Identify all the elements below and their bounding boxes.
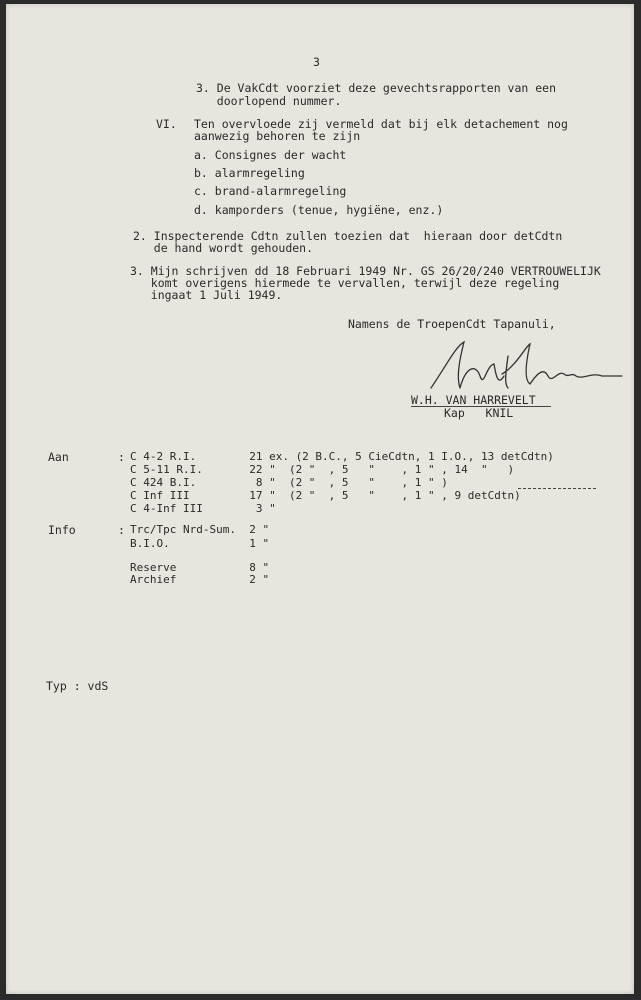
info-row-1: Trc/Tpc Nrd-Sum. 2 " [130,523,270,536]
archief-row: Archief 2 " [130,573,270,586]
handwritten-signature [426,336,626,396]
list-item-d: d. kamporders (tenue, hygiëne, enz.) [194,203,444,217]
para-3-line-2: komt overigens hiermede te vervallen, terwijl deze regeling [130,276,560,290]
para-2-line-1: 2. Inspecterende Cdtn zullen toezien dat hieraan door detCdtn [133,229,563,243]
section-vi-line-1: Ten overvloede zij vermeld dat bij elk detachement nog [194,117,568,131]
signer-name: W.H. VAN HARREVELT [411,393,536,407]
aan-row-3: C 424 B.I. 8 " (2 " , 5 " , 1 " ) [130,476,448,489]
page-number: 3 [313,55,320,69]
aan-row-1: C 4-2 R.I. 21 ex. (2 B.C., 5 CieCdtn, 1 I.O., 13 detCdtn) [130,450,554,463]
item-3-line-1: 3. De VakCdt voorziet deze gevechtsrapporten van een [196,81,557,95]
list-item-a: a. Consignes der wacht [194,148,347,162]
aan-row-4: C Inf III 17 " (2 " , 5 " , 1 " , 9 detCdtn) [130,489,521,502]
item-3-line-2: doorlopend nummer. [196,94,342,108]
para-2-line-2: de hand wordt gehouden. [133,241,314,255]
reserve-row: Reserve 8 " [130,561,270,574]
aan-label: Aan [48,450,69,464]
para-3-line-3: ingaat 1 Juli 1949. [130,288,283,302]
info-colon: : [118,523,125,537]
aan-colon: : [118,450,125,464]
info-label: Info [48,523,76,537]
section-vi-line-2: aanwezig behoren te zijn [194,129,361,143]
dashed-line [518,488,596,489]
document-page [6,4,634,994]
aan-row-2: C 5-11 R.I. 22 " (2 " , 5 " , 1 " , 14 " ) [130,463,515,476]
para-3-line-1: 3. Mijn schrijven dd 18 Februari 1949 Nr. GS 26/20/240 VERTROUWELIJK [130,264,601,278]
list-item-b: b. alarmregeling [194,166,305,180]
typist-initials: Typ : vdS [46,679,109,693]
section-vi-label: VI. [156,117,177,131]
signoff: Namens de TroepenCdt Tapanuli, [348,317,556,331]
aan-row-5: C 4-Inf III 3 " [130,502,276,515]
signer-rank: Kap KNIL [444,406,514,420]
info-row-2: B.I.O. 1 " [130,537,270,550]
list-item-c: c. brand-alarmregeling [194,184,347,198]
